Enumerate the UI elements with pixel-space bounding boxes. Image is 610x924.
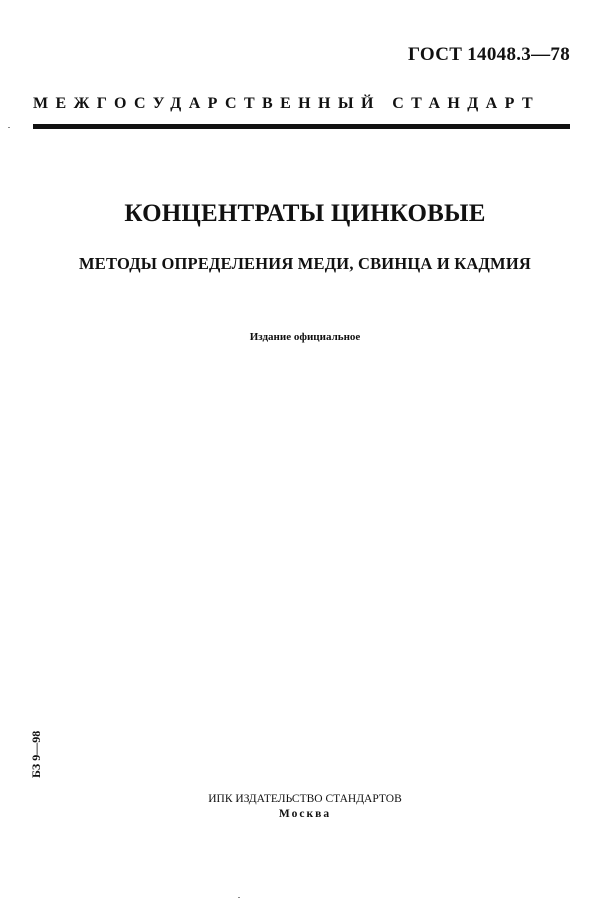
side-registration-note: БЗ 9—98	[29, 730, 43, 778]
publisher-name: ИПК ИЗДАТЕЛЬСТВО СТАНДАРТОВ	[208, 793, 402, 805]
standard-type-header: МЕЖГОСУДАРСТВЕННЫЙ СТАНДАРТ	[33, 95, 541, 112]
document-subtitle: МЕТОДЫ ОПРЕДЕЛЕНИЯ МЕДИ, СВИНЦА И КАДМИЯ	[79, 254, 531, 273]
edition-note: Издание официальное	[249, 331, 361, 343]
scan-speck	[8, 127, 10, 128]
publisher-city: Москва	[278, 808, 332, 820]
standard-code: ГОСТ 14048.3—78	[407, 44, 570, 65]
document-title: КОНЦЕНТРАТЫ ЦИНКОВЫЕ	[124, 200, 486, 227]
scan-speck	[238, 897, 240, 898]
header-divider	[33, 124, 570, 129]
